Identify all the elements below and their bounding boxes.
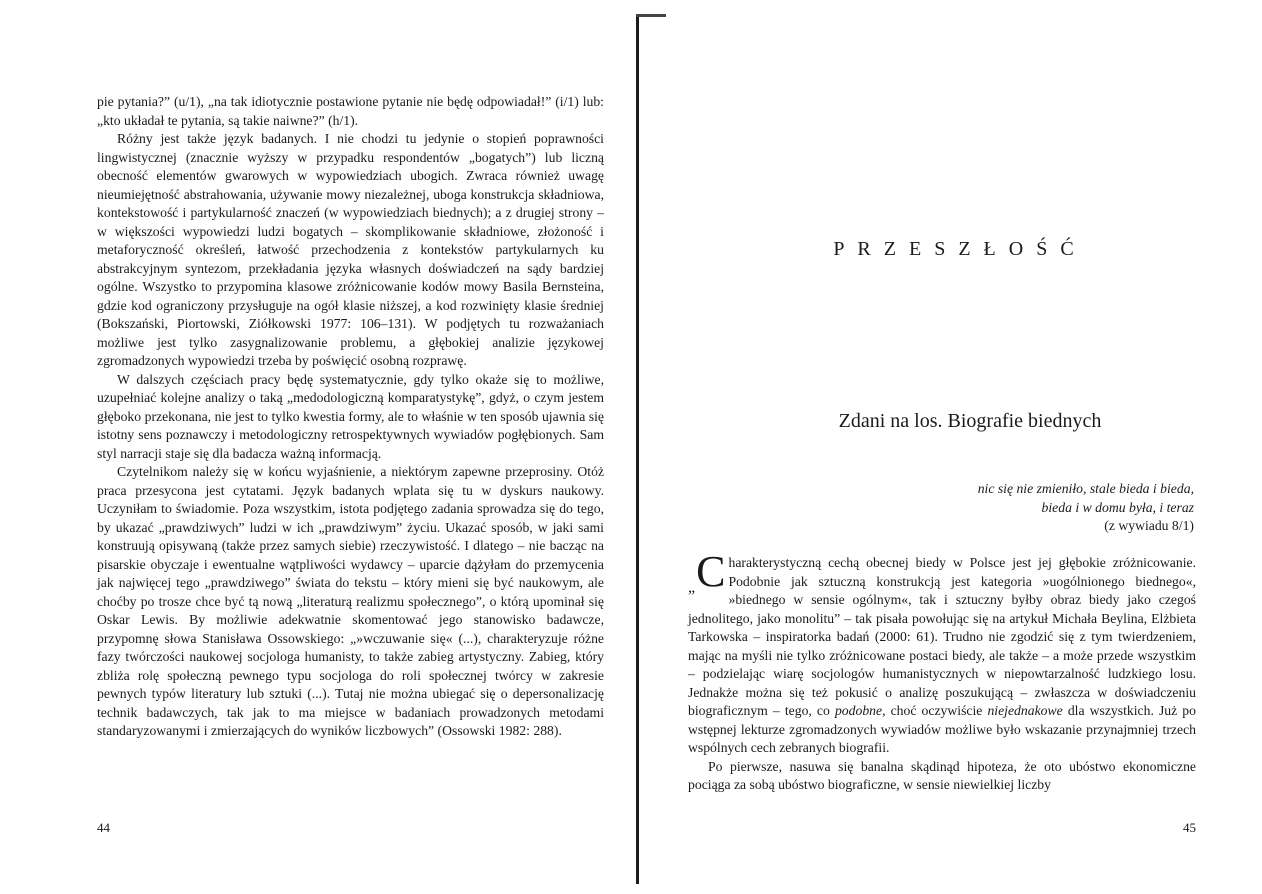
right-paragraph-2: Po pierwsze, nasuwa się banalna skądinąd hipoteza, że oto ubóstwo ekonomiczne pociąga za sobą ubóstwo biograficzne, w sensie niewielkiej liczby xyxy=(688,758,1196,792)
left-paragraph-4: Czytelnikom należy się w końcu wyjaśnienie, a niektórym zapewne przeprosiny. Otóż praca przesycona jest cytatami. Język badanych wplata się tu w dyskurs naukowy. Uczyniłam to świadomie. Poza wszystkim, istota podjętego zadania sprowadza się do tego, by ukazać „prawdziwych” ludzi w ich „prawdziwym” życiu. Ukazać sposób, w jaki sami konstruują opisywaną (także przez samych siebie) rzeczywistość. I dlatego – nie bacząc na pisarskie obyczaje i ewentualne wątpliwości wydawcy – uparcie dążyłam do przemycenia jak najwięcej tego „prawdziwego” świata do tekstu – który mieni się być naukowym, ale choćby po trosze chce być tą nową „literaturą realizmu społecznego”, o którą upominał się Oskar Lewis. By możliwie adekwatnie skomentować jego stanowisko badawcze, przypomnę słowa Stanisława Ossowskiego: „»wczuwanie się« (...), charakteryzuje różne fazy twórczości naukowej socjologa humanisty, to także zabieg artystyczny. Zabieg, który zbliża rolę społeczną pewnego typu socjologa do roli społecznej twórcy w zakresie pewnych typów literatury lub sztuki (...). Tutaj nie można ubiegać się o depersonalizację technik badawczych, tak jak to ma miejsce w badaniach prowadzonych metodami standaryzowanymi i zmierzających do wyników liczbowych” (Ossowski 1982: 288). xyxy=(97,464,604,738)
left-paragraph-1: pie pytania?” (u/1), „na tak idiotycznie postawione pytanie nie będę odpowiadał!” (i/1) lub: „kto układał te pytania, są takie naiwne?” (h/1). xyxy=(97,94,604,128)
drop-cap-letter: C xyxy=(696,547,726,596)
right-page-number: 45 xyxy=(1183,820,1196,835)
right-body-text xyxy=(688,547,1196,795)
left-page-number: 44 xyxy=(97,820,110,835)
left-paragraph-2: Różny jest także język badanych. I nie chodzi tu jedynie o stopień poprawności lingwistycznej (znacznie wyższy w przypadku respondentów „bogatych”) lub liczną obecność elementów gwarowych w wypowiedziach ubogich. Zwraca również uwagę nieumiejętność abstrahowania, używanie mowy niezależnej, uboga konstrukcja składniowa, kontekstowość i partykularność znaczeń (w wypowiedziach biednych); a z drugiej strony – w większości wypowiedzi ludzi bogatych – skomplikowanie składniowe, złożoność i metaforyczność określeń, łatwość przechodzenia z kontekstów partykularnych ku abstrakcyjnym syntezom, przekładania języka własnych doświadczeń na sądy bardziej ogólne. Wszystko to przypomina klasowe zróżnicowanie kodów mowy Basila Bernsteina, gdzie kod ograniczony przysługuje na ogół klasie niższej, a kod rozwinięty klasie średniej (Bokszański, Piortowski, Ziółkowski 1977: 106–131). W podjętych tu rozważaniach możliwe jest tylko zasygnalizowanie problemu, a głębokiej analizie językowej zgromadzonych wypowiedzi trzeba by poświęcić osobną rozprawę. xyxy=(97,131,604,368)
left-paragraph-3: W dalszych częściach pracy będę systematycznie, gdy tylko okaże się to możliwe, uzupełniać kolejne analizy o taką „medodologiczną komparatystykę”, gdyż, o czym jestem głęboko przekonana, nie jest to tylko kwestia formy, ale to właśnie w ten sposób ujawnia się istotny sens poznawczy i metodologiczny retrospektywnych wywiadów pogłębionych. Sam styl narracji staje się dla badacza ważną informacją. xyxy=(97,371,604,461)
right-page xyxy=(640,0,1262,894)
italic-word-niejednakowe: niejednakowe xyxy=(987,703,1063,718)
italic-word-podobne: podobne xyxy=(834,703,883,718)
paragraph-1-end: dla wszystkich. Już po wstępnej lekturze zgromadzonych wywiadów możliwe było wskazanie przynajmniej trzech wspólnych cech zebranych biografii. xyxy=(688,703,1196,755)
paragraph-1-mid: , choć oczywiście xyxy=(882,703,983,718)
epigraph-line-1: nic się nie zmieniło, stale bieda i bieda, xyxy=(977,481,1194,496)
drop-cap xyxy=(688,547,726,600)
epigraph-source: (z wywiadu 8/1) xyxy=(1104,518,1194,533)
right-paragraph-1 xyxy=(688,547,1196,758)
section-title: PRZESZŁOŚĆ xyxy=(833,238,1087,260)
epigraph xyxy=(854,480,1194,536)
epigraph-line-2: bieda i w domu była, i teraz xyxy=(1041,499,1194,515)
left-body-text xyxy=(97,93,604,741)
paragraph-1-start: harakterystyczną cechą obecnej biedy w Polsce jest jej głębokie zróżnicowanie. Podobnie jak sztuczną konstrukcją jest kategoria »uogólnionego biednego«, »biednego w sensie ogólnym«, tak i sztuczny byłby obraz biedy jako czegoś jednolitego, jako monolitu” – tak pisała powołując się na artykuł Michała Beylina, Elżbieta Tarkowska – inspiratorka badań (2000: 61). Trudno nie zgodzić się z tym twierdzeniem, mając na myśli nie tylko zróżnicowane postaci biedy, ale także – a może przede wszystkim – podzielając wiarę socjologów humanistycznych w niepowtarzalność ludzkiego losu. Jednakże można się też pokusić o analizę poszukującą – zwłaszcza w doświadczeniu biograficznym – tego, co xyxy=(688,555,1196,718)
chapter-title: Zdani na los. Biografie biednych xyxy=(838,410,1102,432)
drop-cap-quote: „ xyxy=(688,579,696,596)
book-spine xyxy=(636,14,639,884)
left-page xyxy=(0,0,625,894)
